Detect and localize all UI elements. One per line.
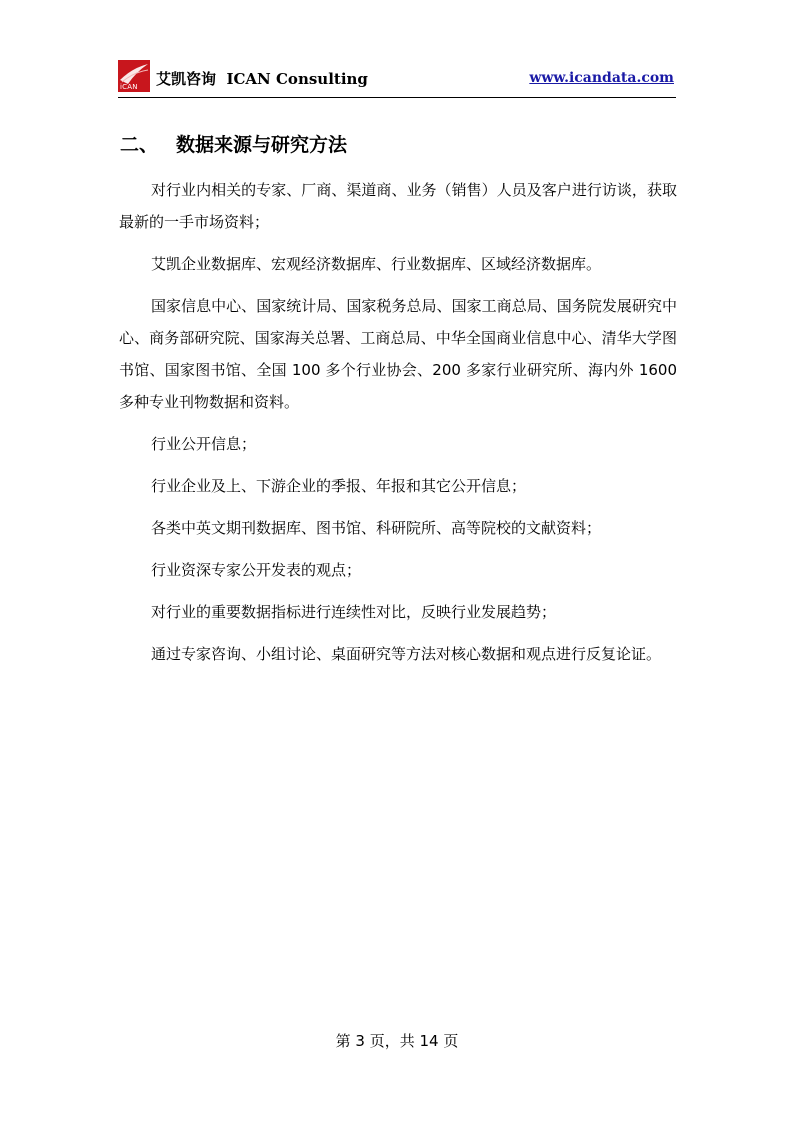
header-divider bbox=[118, 97, 676, 98]
section-title: 数据来源与研究方法 bbox=[176, 134, 348, 156]
ican-logo bbox=[118, 60, 150, 92]
paragraph: 国家信息中心、国家统计局、国家税务总局、国家工商总局、国务院发展研究中心、商务部研究院、国家海关总署、工商总局、中华全国商业信息中心、清华大学图书馆、国家图书馆、全国 100 多个行业协会、200 多家行业研究所、海内外 1600 多种专业刊物数据和资料。 bbox=[119, 297, 677, 411]
brand-name-en: ICAN Consulting bbox=[226, 70, 368, 88]
section-number: 二、 bbox=[120, 134, 159, 156]
paragraph: 行业公开信息； bbox=[151, 435, 257, 453]
section-heading bbox=[120, 130, 347, 157]
website-link[interactable]: www.icandata.com bbox=[529, 70, 674, 86]
paragraph: 对行业内相关的专家、厂商、渠道商、业务（销售）人员及客户进行访谈，获取最新的一手市场资料； bbox=[119, 181, 677, 231]
paragraph: 艾凯企业数据库、宏观经济数据库、行业数据库、区域经济数据库。 bbox=[151, 255, 602, 273]
paragraph: 各类中英文期刊数据库、图书馆、科研院所、高等院校的文献资料； bbox=[151, 519, 602, 537]
paragraph: 通过专家咨询、小组讨论、桌面研究等方法对核心数据和观点进行反复论证。 bbox=[151, 645, 662, 663]
paragraph: 行业资深专家公开发表的观点； bbox=[151, 561, 362, 579]
paragraph: 行业企业及上、下游企业的季报、年报和其它公开信息； bbox=[151, 477, 527, 495]
page-header bbox=[118, 58, 676, 98]
brand-name bbox=[156, 68, 368, 89]
page-number: 第 3 页，共 14 页 bbox=[335, 1032, 459, 1050]
body-content bbox=[119, 174, 677, 670]
brand-name-cn: 艾凯咨询 bbox=[156, 70, 217, 88]
paragraph: 对行业的重要数据指标进行连续性对比，反映行业发展趋势； bbox=[151, 603, 557, 621]
logo-label: iCAN bbox=[120, 83, 138, 91]
